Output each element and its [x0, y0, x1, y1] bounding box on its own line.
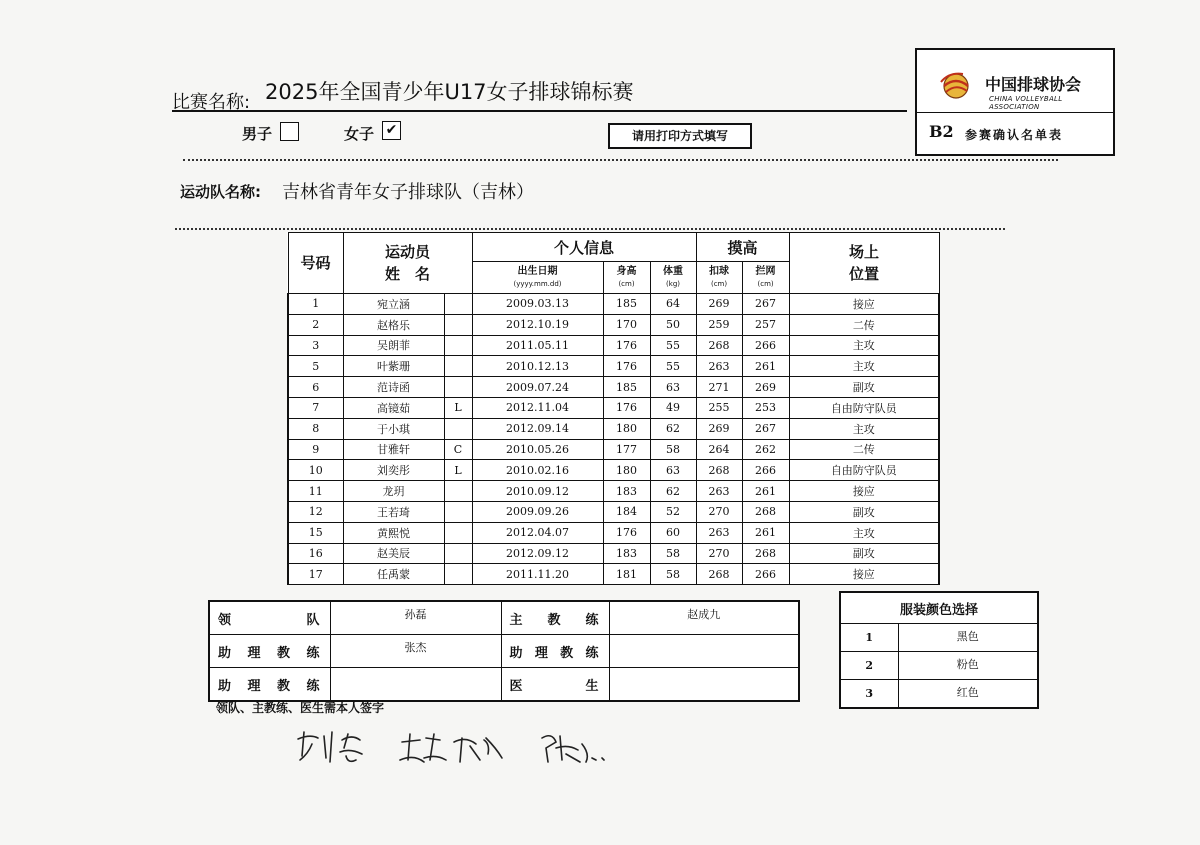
header-height-unit: (cm): [618, 279, 635, 288]
form-title: 参赛确认名单表: [965, 128, 1064, 142]
player-weight: 55: [650, 356, 696, 377]
player-weight: 62: [650, 418, 696, 439]
roster-table: [287, 232, 940, 585]
assistant-coach-label: 助理教练: [209, 635, 330, 668]
player-row: [288, 356, 939, 377]
player-height: 185: [603, 377, 650, 398]
player-number: 9: [288, 439, 343, 460]
player-name: 龙玥: [343, 481, 444, 502]
player-row: [288, 564, 939, 585]
player-number: 12: [288, 501, 343, 522]
player-spike-reach: 263: [696, 481, 742, 502]
player-block-reach: 266: [742, 564, 789, 585]
player-height: 180: [603, 418, 650, 439]
player-height: 181: [603, 564, 650, 585]
player-height: 177: [603, 439, 650, 460]
dotted-divider: [175, 228, 1005, 230]
player-name: 甘雅轩: [343, 439, 444, 460]
player-name: 高镜茹: [343, 397, 444, 418]
header-weight: [650, 262, 696, 294]
player-row: [288, 377, 939, 398]
doctor-value[interactable]: [609, 668, 799, 702]
player-mark: C: [444, 439, 472, 460]
player-name: 宛立涵: [343, 294, 444, 315]
player-birth: 2012.11.04: [472, 397, 603, 418]
player-name: 黄熙悦: [343, 522, 444, 543]
uniform-option-color[interactable]: 粉色: [898, 652, 1038, 680]
player-mark: [444, 522, 472, 543]
player-block-reach: 269: [742, 377, 789, 398]
player-weight: 49: [650, 397, 696, 418]
player-mark: L: [444, 460, 472, 481]
player-spike-reach: 259: [696, 314, 742, 335]
player-number: 8: [288, 418, 343, 439]
association-logo-box: [915, 48, 1115, 156]
player-mark: [444, 314, 472, 335]
team-leader-label: 领队: [209, 601, 330, 635]
player-number: 15: [288, 522, 343, 543]
player-height: 170: [603, 314, 650, 335]
player-birth: 2009.03.13: [472, 294, 603, 315]
player-height: 176: [603, 397, 650, 418]
uniform-option-color[interactable]: 黑色: [898, 624, 1038, 652]
player-name: 赵美辰: [343, 543, 444, 564]
player-birth: 2010.09.12: [472, 481, 603, 502]
player-block-reach: 262: [742, 439, 789, 460]
assistant-coach3-value[interactable]: [330, 668, 501, 702]
player-birth: 2010.05.26: [472, 439, 603, 460]
header-position-line1: 场上: [849, 243, 880, 261]
player-name: 王若琦: [343, 501, 444, 522]
player-number: 5: [288, 356, 343, 377]
player-block-reach: 266: [742, 335, 789, 356]
player-block-reach: 261: [742, 522, 789, 543]
header-weight-label: 体重: [663, 265, 684, 277]
player-name: 吴朗菲: [343, 335, 444, 356]
header-weight-unit: (kg): [666, 279, 681, 288]
player-name: 刘奕彤: [343, 460, 444, 481]
player-number: 6: [288, 377, 343, 398]
player-block-reach: 257: [742, 314, 789, 335]
player-number: 1: [288, 294, 343, 315]
player-position: 主攻: [789, 522, 939, 543]
player-weight: 62: [650, 481, 696, 502]
association-name-cn: 中国排球协会: [985, 75, 1082, 94]
player-name: 赵格乐: [343, 314, 444, 335]
player-spike-reach: 264: [696, 439, 742, 460]
header-block: [742, 262, 789, 294]
player-row: [288, 439, 939, 460]
header-athlete: [343, 233, 472, 294]
player-height: 184: [603, 501, 650, 522]
player-block-reach: 253: [742, 397, 789, 418]
player-birth: 2011.05.11: [472, 335, 603, 356]
player-height: 176: [603, 335, 650, 356]
player-birth: 2010.12.13: [472, 356, 603, 377]
player-mark: L: [444, 397, 472, 418]
player-block-reach: 261: [742, 481, 789, 502]
signature-note: 领队、主教练、医生需本人签字: [216, 701, 385, 715]
player-number: 3: [288, 335, 343, 356]
player-row: [288, 335, 939, 356]
player-weight: 58: [650, 439, 696, 460]
player-spike-reach: 263: [696, 522, 742, 543]
female-label: 女子: [344, 125, 375, 143]
staff-table: [208, 600, 800, 702]
print-instruction: 请用打印方式填写: [608, 123, 752, 149]
player-weight: 58: [650, 564, 696, 585]
player-spike-reach: 269: [696, 418, 742, 439]
player-block-reach: 268: [742, 543, 789, 564]
player-mark: [444, 543, 472, 564]
player-number: 2: [288, 314, 343, 335]
dotted-divider: [183, 159, 1058, 161]
player-row: [288, 397, 939, 418]
player-mark: [444, 356, 472, 377]
header-birth: [472, 262, 603, 294]
player-weight: 64: [650, 294, 696, 315]
player-position: 副攻: [789, 377, 939, 398]
assistant-coach2-value[interactable]: [609, 635, 799, 668]
player-block-reach: 267: [742, 418, 789, 439]
form-code: B2: [929, 122, 954, 141]
male-checkbox[interactable]: [280, 122, 299, 141]
player-position: 副攻: [789, 501, 939, 522]
volleyball-logo-icon: [937, 70, 975, 100]
player-weight: 63: [650, 460, 696, 481]
uniform-option-color[interactable]: 红色: [898, 680, 1038, 709]
player-weight: 63: [650, 377, 696, 398]
player-mark: [444, 564, 472, 585]
player-birth: 2010.02.16: [472, 460, 603, 481]
player-birth: 2012.09.12: [472, 543, 603, 564]
player-spike-reach: 268: [696, 460, 742, 481]
player-position: 二传: [789, 439, 939, 460]
match-name: 2025年全国青少年U17女子排球锦标赛: [265, 80, 634, 104]
player-height: 183: [603, 543, 650, 564]
player-weight: 55: [650, 335, 696, 356]
head-coach-value[interactable]: 赵成九: [609, 601, 799, 635]
player-position: 自由防守队员: [789, 397, 939, 418]
player-weight: 52: [650, 501, 696, 522]
player-mark: [444, 335, 472, 356]
assistant-coach2-label: 助理教练: [501, 635, 609, 668]
player-mark: [444, 481, 472, 502]
team-leader-value[interactable]: 孙磊: [330, 601, 501, 635]
player-position: 二传: [789, 314, 939, 335]
player-position: 主攻: [789, 356, 939, 377]
header-position: [789, 233, 939, 294]
player-position: 主攻: [789, 418, 939, 439]
association-name-en: CHINA VOLLEYBALL ASSOCIATION: [989, 95, 1063, 111]
assistant-coach3-label: 助理教练: [209, 668, 330, 702]
player-block-reach: 261: [742, 356, 789, 377]
uniform-option-number: 3: [840, 680, 898, 709]
player-block-reach: 268: [742, 501, 789, 522]
header-number: 号码: [288, 233, 343, 294]
player-spike-reach: 270: [696, 501, 742, 522]
player-mark: [444, 418, 472, 439]
player-birth: 2012.09.14: [472, 418, 603, 439]
assistant-coach-value[interactable]: 张杰: [330, 635, 501, 668]
header-athlete-line2: 姓 名: [385, 265, 431, 283]
player-height: 176: [603, 522, 650, 543]
player-spike-reach: 271: [696, 377, 742, 398]
player-row: [288, 522, 939, 543]
handwritten-signature: [290, 714, 630, 774]
header-height: [603, 262, 650, 294]
player-position: 接应: [789, 294, 939, 315]
player-block-reach: 267: [742, 294, 789, 315]
player-number: 16: [288, 543, 343, 564]
doctor-label: 医生: [501, 668, 609, 702]
header-reach: 摸高: [696, 233, 789, 262]
header-block-label: 拦网: [755, 265, 776, 277]
header-height-label: 身高: [616, 265, 637, 277]
match-label: 比赛名称:: [172, 92, 251, 113]
player-number: 11: [288, 481, 343, 502]
logo-divider: [917, 112, 1113, 113]
player-name: 任禹蒙: [343, 564, 444, 585]
player-birth: 2012.10.19: [472, 314, 603, 335]
male-label: 男子: [242, 125, 273, 143]
player-position: 主攻: [789, 335, 939, 356]
player-number: 17: [288, 564, 343, 585]
player-number: 10: [288, 460, 343, 481]
player-row: [288, 418, 939, 439]
uniform-color-title: 服装颜色选择: [840, 592, 1038, 624]
player-height: 183: [603, 481, 650, 502]
player-name: 叶紫珊: [343, 356, 444, 377]
player-weight: 50: [650, 314, 696, 335]
player-birth: 2009.07.24: [472, 377, 603, 398]
head-coach-label: 主教练: [501, 601, 609, 635]
player-birth: 2012.04.07: [472, 522, 603, 543]
team-label: 运动队名称:: [180, 183, 261, 201]
uniform-option-number: 2: [840, 652, 898, 680]
player-spike-reach: 255: [696, 397, 742, 418]
player-name: 范诗函: [343, 377, 444, 398]
player-spike-reach: 269: [696, 294, 742, 315]
player-mark: [444, 377, 472, 398]
uniform-option-number: 1: [840, 624, 898, 652]
player-row: [288, 481, 939, 502]
player-block-reach: 266: [742, 460, 789, 481]
player-spike-reach: 263: [696, 356, 742, 377]
player-number: 7: [288, 397, 343, 418]
header-spike-label: 扣球: [709, 265, 730, 277]
player-height: 180: [603, 460, 650, 481]
player-row: [288, 501, 939, 522]
player-row: [288, 543, 939, 564]
header-spike: [696, 262, 742, 294]
header-block-unit: (cm): [757, 279, 774, 288]
header-birth-label: 出生日期: [517, 265, 558, 277]
uniform-color-table: [839, 591, 1039, 709]
player-row: [288, 460, 939, 481]
player-birth: 2009.09.26: [472, 501, 603, 522]
player-spike-reach: 268: [696, 564, 742, 585]
player-spike-reach: 268: [696, 335, 742, 356]
player-weight: 60: [650, 522, 696, 543]
player-mark: [444, 501, 472, 522]
player-mark: [444, 294, 472, 315]
player-position: 接应: [789, 564, 939, 585]
player-position: 副攻: [789, 543, 939, 564]
header-personal-info: 个人信息: [472, 233, 696, 262]
player-name: 于小琪: [343, 418, 444, 439]
roster-body: [288, 294, 939, 585]
header-birth-format: (yyyy.mm.dd): [513, 279, 562, 288]
header-position-line2: 位置: [849, 265, 880, 283]
female-checkbox[interactable]: ✔: [382, 121, 401, 140]
player-position: 自由防守队员: [789, 460, 939, 481]
player-row: [288, 314, 939, 335]
player-position: 接应: [789, 481, 939, 502]
player-row: [288, 294, 939, 315]
player-birth: 2011.11.20: [472, 564, 603, 585]
header-athlete-line1: 运动员: [385, 243, 431, 261]
player-height: 176: [603, 356, 650, 377]
player-height: 185: [603, 294, 650, 315]
team-name: 吉林省青年女子排球队（吉林）: [282, 182, 534, 203]
header-spike-unit: (cm): [710, 279, 728, 288]
player-spike-reach: 270: [696, 543, 742, 564]
player-weight: 58: [650, 543, 696, 564]
